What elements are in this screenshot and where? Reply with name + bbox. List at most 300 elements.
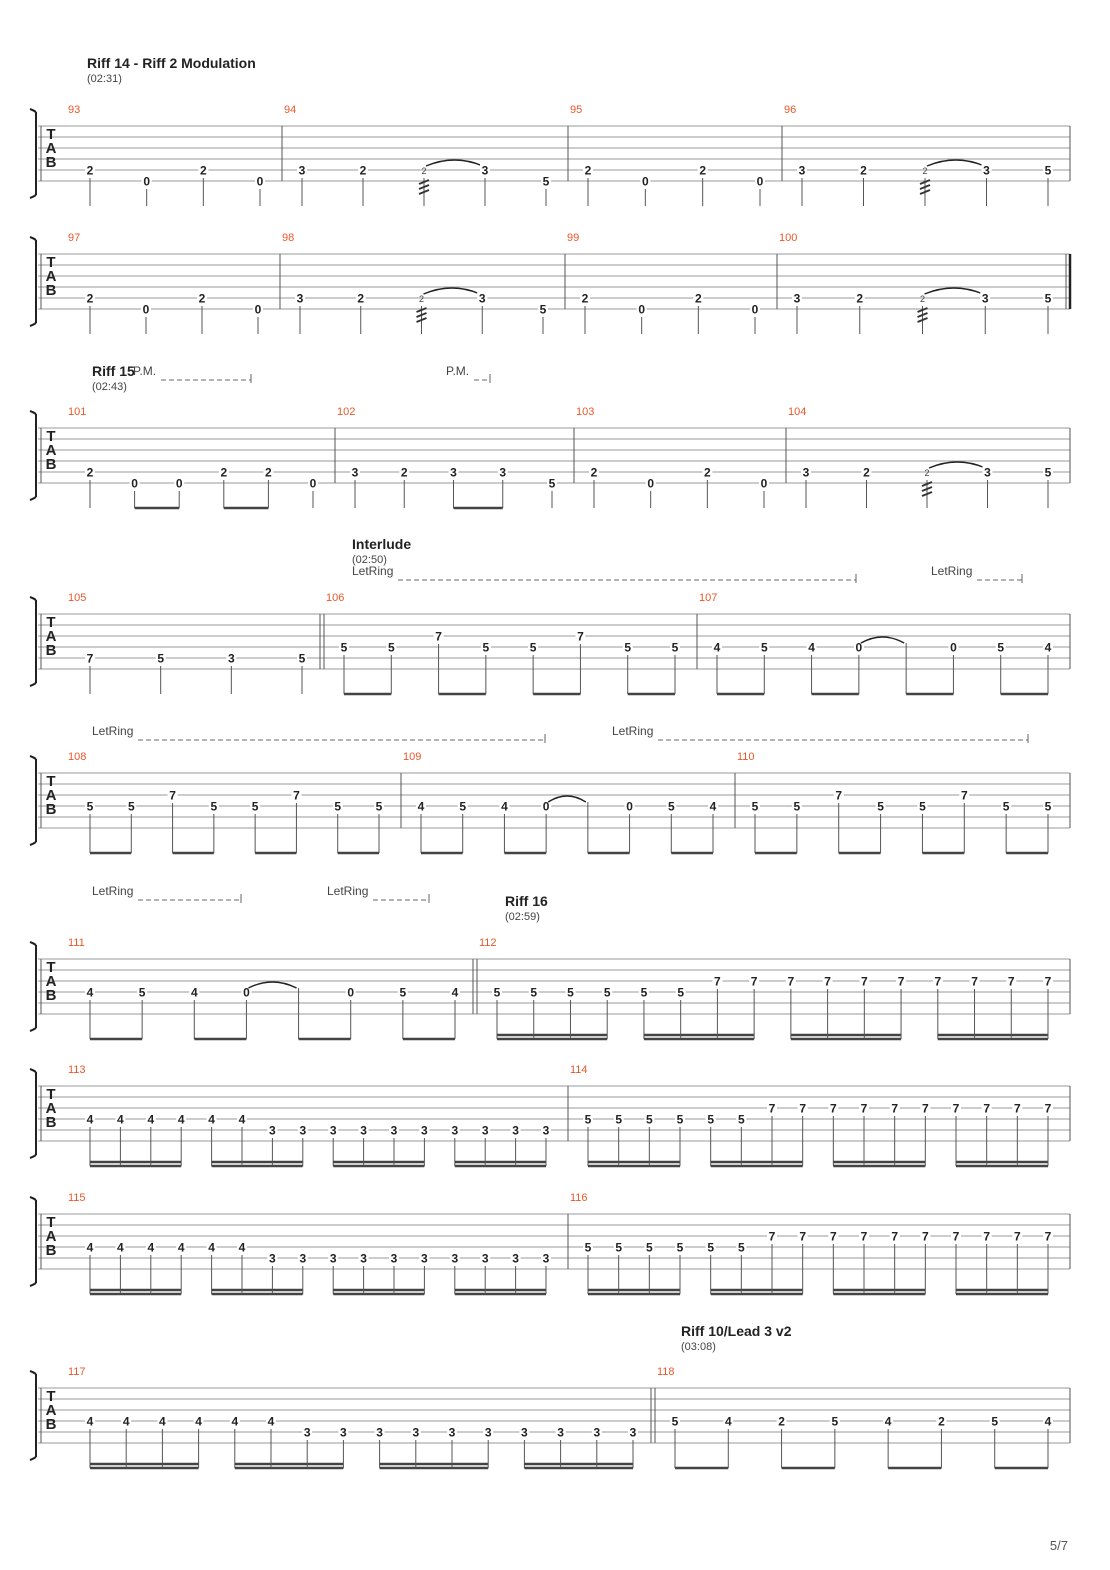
fret-number: 3: [499, 465, 507, 480]
tab-clef-letter: T: [46, 614, 56, 631]
tab-clef-letter: T: [46, 773, 56, 790]
fret-number: 5: [707, 1240, 715, 1255]
fret-number: 2: [220, 465, 228, 480]
fret-number: 3: [360, 1251, 367, 1266]
fret-number: 4: [501, 799, 508, 814]
fret-number: 3: [451, 1251, 459, 1266]
fret-number: 0: [254, 302, 262, 317]
fret-number: 5: [624, 640, 632, 655]
fret-number: 5: [667, 799, 675, 814]
fret-number: 4: [1044, 640, 1052, 655]
fret-number: 3: [542, 1251, 550, 1266]
fret-number: 0: [751, 302, 759, 317]
fret-number: 5: [760, 640, 768, 655]
section-title: Riff 15: [92, 363, 135, 379]
fret-number: 2: [357, 291, 365, 306]
fret-number: 7: [891, 1101, 899, 1116]
fret-number: 7: [829, 1101, 837, 1116]
measure-number: 96: [784, 104, 797, 116]
fret-number: 5: [831, 1414, 839, 1429]
fret-number: 2: [265, 465, 272, 480]
fret-number: 4: [147, 1240, 155, 1255]
fret-number: 5: [615, 1112, 623, 1127]
fret-number: 3: [296, 291, 304, 306]
tab-clef-letter: T: [46, 959, 56, 976]
tab-system: [30, 724, 1070, 853]
annotation-label: LetRing: [92, 884, 134, 898]
measure-number: 95: [570, 104, 583, 116]
fret-number: 5: [645, 1112, 653, 1127]
fret-number: 7: [799, 1229, 807, 1244]
tie-arc: [248, 982, 296, 988]
fret-number: 3: [521, 1425, 528, 1440]
fret-number: 2: [86, 163, 94, 178]
tab-system: [30, 884, 1070, 1039]
fret-number: 7: [921, 1229, 929, 1244]
measure-number: 114: [570, 1064, 588, 1076]
tab-system: [30, 55, 1070, 206]
tab-clef-letter: A: [45, 140, 57, 157]
fret-number: 0: [638, 302, 646, 317]
fret-number: 2: [778, 1414, 785, 1429]
measure-number: 116: [570, 1192, 588, 1204]
measure-number: 97: [68, 232, 81, 244]
fret-number: 2: [860, 163, 867, 178]
tie-arc: [861, 637, 904, 643]
fret-number: 5: [584, 1112, 592, 1127]
tab-clef-letter: A: [45, 973, 57, 990]
fret-number: 2: [938, 1414, 945, 1429]
fret-number: 7: [768, 1101, 776, 1116]
tab-clef-letter: A: [45, 1228, 57, 1245]
fret-number: 5: [251, 799, 259, 814]
measure-number: 113: [68, 1064, 86, 1076]
fret-number: 5: [399, 985, 407, 1000]
section-timestamp: (03:08): [681, 1341, 716, 1353]
fret-number: 4: [117, 1240, 124, 1255]
fret-number: 3: [484, 1425, 492, 1440]
fret-number: 4: [86, 1240, 94, 1255]
measure-number: 111: [68, 937, 85, 949]
annotation-label: P.M.: [133, 364, 157, 378]
fret-number: 5: [86, 799, 94, 814]
system-bracket: [30, 756, 36, 845]
measure-number: 117: [68, 1366, 86, 1378]
fret-number: 3: [629, 1425, 637, 1440]
fret-number: 4: [238, 1240, 246, 1255]
fret-number: 7: [1044, 1229, 1052, 1244]
tab-system: [30, 1323, 1070, 1468]
fret-number: 3: [412, 1425, 420, 1440]
measure-number: 112: [479, 937, 497, 949]
system-bracket: [30, 1371, 36, 1460]
fret-number: 0: [542, 799, 550, 814]
fret-number: 5: [539, 302, 547, 317]
fret-number: 2: [400, 465, 408, 480]
annotation-label: P.M.: [446, 364, 470, 378]
system-bracket: [30, 237, 36, 326]
fret-number: 4: [122, 1414, 130, 1429]
fret-number: 7: [293, 788, 300, 803]
annotation-label: LetRing: [612, 724, 654, 738]
tab-system: [30, 363, 1070, 508]
fret-number: 3: [512, 1251, 519, 1266]
section-title: Interlude: [352, 536, 412, 552]
fret-number: 7: [714, 974, 721, 989]
fret-number: 0: [243, 985, 250, 1000]
fret-number: 4: [159, 1414, 166, 1429]
fret-number: 3: [448, 1425, 456, 1440]
fret-number: 5: [997, 640, 1005, 655]
tab-clef-letter: B: [45, 456, 57, 473]
grace-note: 2: [421, 166, 427, 176]
fret-number: 3: [329, 1123, 337, 1138]
fret-number: 5: [671, 1414, 679, 1429]
fret-number: 0: [142, 302, 150, 317]
fret-number: 3: [298, 163, 306, 178]
fret-number: 3: [421, 1251, 428, 1266]
fret-number: 3: [376, 1425, 383, 1440]
fret-number: 4: [208, 1240, 215, 1255]
fret-number: 2: [863, 465, 870, 480]
tab-clef-letter: A: [45, 1100, 57, 1117]
fret-number: 5: [677, 985, 685, 1000]
section-timestamp: (02:50): [352, 554, 387, 566]
fret-number: 5: [877, 799, 884, 814]
fret-number: 3: [983, 163, 990, 178]
fret-number: 5: [138, 985, 146, 1000]
tab-clef-letter: B: [45, 154, 57, 171]
grace-note: 2: [922, 166, 928, 176]
fret-number: 5: [640, 985, 648, 1000]
measure-number: 102: [337, 406, 356, 418]
fret-number: 7: [952, 1229, 960, 1244]
fret-number: 5: [529, 640, 537, 655]
fret-number: 4: [808, 640, 815, 655]
fret-number: 5: [542, 174, 550, 189]
fret-number: 3: [593, 1425, 601, 1440]
fret-number: 5: [375, 799, 383, 814]
tab-clef-letter: B: [45, 987, 57, 1004]
fret-number: 3: [798, 163, 806, 178]
fret-number: 3: [478, 291, 486, 306]
fret-number: 5: [530, 985, 538, 1000]
tab-clef-letter: T: [46, 254, 56, 271]
fret-number: 0: [760, 476, 768, 491]
fret-number: 3: [557, 1425, 564, 1440]
section-timestamp: (02:59): [505, 911, 540, 923]
fret-number: 2: [590, 465, 598, 480]
fret-number: 7: [750, 974, 758, 989]
fret-number: 7: [787, 974, 795, 989]
fret-number: 7: [577, 629, 584, 644]
fret-number: 7: [1007, 974, 1015, 989]
measure-number: 109: [403, 751, 422, 763]
fret-number: 7: [824, 974, 831, 989]
fret-number: 7: [1013, 1229, 1021, 1244]
measure-number: 101: [68, 406, 87, 418]
fret-number: 4: [86, 1112, 94, 1127]
fret-number: 0: [756, 174, 764, 189]
tie-arc: [426, 160, 483, 166]
system-bracket: [30, 1069, 36, 1158]
fret-number: 5: [493, 985, 501, 1000]
fret-number: 0: [143, 174, 151, 189]
fret-number: 0: [626, 799, 633, 814]
grace-note: 2: [418, 294, 425, 304]
fret-number: 5: [340, 640, 348, 655]
tab-clef-letter: B: [45, 1242, 57, 1259]
tab-system: [30, 1192, 1070, 1294]
fret-number: 4: [190, 985, 198, 1000]
fret-number: 4: [884, 1414, 892, 1429]
fret-number: 4: [177, 1240, 185, 1255]
annotation-label: LetRing: [352, 564, 394, 578]
fret-number: 5: [671, 640, 679, 655]
fret-number: 5: [459, 799, 467, 814]
section-timestamp: (02:43): [92, 381, 127, 393]
fret-number: 5: [991, 1414, 999, 1429]
fret-number: 7: [983, 1101, 991, 1116]
fret-number: 3: [303, 1425, 311, 1440]
tie-arc: [424, 288, 481, 294]
fret-number: 0: [950, 640, 957, 655]
fret-number: 5: [751, 799, 759, 814]
tab-clef-letter: T: [46, 1214, 56, 1231]
fret-number: 3: [269, 1123, 276, 1138]
fret-number: 4: [208, 1112, 215, 1127]
fret-number: 3: [360, 1123, 367, 1138]
measure-number: 106: [326, 592, 345, 604]
fret-number: 7: [897, 974, 905, 989]
fret-number: 3: [329, 1251, 337, 1266]
system-bracket: [30, 411, 36, 500]
fret-number: 2: [359, 163, 367, 178]
fret-number: 7: [1013, 1101, 1021, 1116]
fret-number: 3: [793, 291, 801, 306]
fret-number: 5: [1044, 465, 1052, 480]
fret-number: 3: [269, 1251, 276, 1266]
measure-number: 110: [737, 751, 755, 763]
page-number: 5/7: [1049, 1538, 1068, 1553]
tie-arc: [925, 288, 984, 294]
fret-number: 7: [1044, 974, 1052, 989]
fret-number: 5: [737, 1240, 745, 1255]
fret-number: 2: [856, 291, 864, 306]
fret-number: 4: [86, 1414, 94, 1429]
tab-system: [30, 1064, 1070, 1166]
measure-number: 115: [68, 1192, 86, 1204]
tab-clef-letter: B: [45, 1416, 57, 1433]
fret-number: 2: [199, 163, 207, 178]
measure-number: 108: [68, 751, 87, 763]
fret-number: 2: [694, 291, 702, 306]
tab-clef-letter: B: [45, 282, 57, 299]
fret-number: 5: [603, 985, 611, 1000]
fret-number: 5: [737, 1112, 745, 1127]
fret-number: 4: [713, 640, 721, 655]
fret-number: 2: [581, 291, 589, 306]
annotation-label: LetRing: [92, 724, 134, 738]
fret-number: 0: [347, 985, 355, 1000]
fret-number: 5: [482, 640, 490, 655]
fret-number: 5: [298, 651, 306, 666]
fret-number: 7: [799, 1101, 807, 1116]
fret-number: 3: [299, 1251, 307, 1266]
fret-number: 3: [451, 1123, 459, 1138]
fret-number: 7: [1044, 1101, 1052, 1116]
fret-number: 3: [512, 1123, 519, 1138]
fret-number: 0: [256, 174, 264, 189]
fret-number: 5: [157, 651, 165, 666]
measure-number: 105: [68, 592, 87, 604]
fret-number: 3: [299, 1123, 307, 1138]
measure-number: 98: [282, 232, 295, 244]
tab-clef-letter: B: [45, 801, 57, 818]
tab-clef-letter: A: [45, 268, 57, 285]
annotation-label: LetRing: [327, 884, 369, 898]
annotation-label: LetRing: [931, 564, 973, 578]
fret-number: 5: [615, 1240, 623, 1255]
fret-number: 3: [481, 1251, 489, 1266]
measure-number: 94: [284, 104, 297, 116]
tab-clef-letter: A: [45, 787, 57, 804]
fret-number: 5: [793, 799, 801, 814]
fret-number: 3: [984, 465, 991, 480]
measure-number: 103: [576, 406, 595, 418]
fret-number: 7: [971, 974, 978, 989]
fret-number: 3: [340, 1425, 347, 1440]
tab-system: [30, 232, 1070, 334]
fret-number: 4: [451, 985, 459, 1000]
fret-number: 3: [542, 1123, 550, 1138]
fret-number: 7: [768, 1229, 776, 1244]
fret-number: 7: [960, 788, 968, 803]
fret-number: 0: [641, 174, 649, 189]
section-title: Riff 14 - Riff 2 Modulation: [87, 55, 256, 71]
fret-number: 5: [584, 1240, 592, 1255]
fret-number: 3: [981, 291, 989, 306]
fret-number: 0: [175, 476, 183, 491]
fret-number: 2: [86, 291, 94, 306]
tab-system: [30, 536, 1070, 694]
fret-number: 3: [421, 1123, 428, 1138]
fret-number: 5: [676, 1240, 684, 1255]
fret-number: 5: [127, 799, 135, 814]
section-timestamp: (02:31): [87, 73, 122, 85]
fret-number: 4: [117, 1112, 124, 1127]
fret-number: 3: [481, 163, 489, 178]
fret-number: 5: [1044, 799, 1052, 814]
fret-number: 5: [567, 985, 574, 1000]
grace-note: 2: [924, 468, 930, 478]
fret-number: 3: [390, 1251, 398, 1266]
fret-number: 7: [983, 1229, 991, 1244]
tab-clef-letter: A: [45, 442, 57, 459]
fret-number: 5: [1044, 291, 1052, 306]
fret-number: 0: [131, 476, 138, 491]
fret-number: 7: [169, 788, 176, 803]
fret-number: 3: [450, 465, 457, 480]
system-bracket: [30, 109, 36, 198]
measure-number: 100: [779, 232, 798, 244]
fret-number: 7: [952, 1101, 960, 1116]
fret-number: 7: [860, 974, 868, 989]
tie-arc: [927, 160, 985, 166]
section-title: Riff 16: [505, 893, 548, 909]
tab-clef-letter: T: [46, 126, 56, 143]
fret-number: 4: [709, 799, 717, 814]
measure-number: 107: [699, 592, 718, 604]
fret-number: 5: [387, 640, 395, 655]
fret-number: 7: [860, 1229, 868, 1244]
fret-number: 7: [835, 788, 843, 803]
fret-number: 4: [195, 1414, 202, 1429]
measure-number: 93: [68, 104, 81, 116]
fret-number: 4: [147, 1112, 155, 1127]
measure-number: 118: [657, 1366, 675, 1378]
tab-clef-letter: B: [45, 1114, 57, 1131]
fret-number: 3: [390, 1123, 398, 1138]
fret-number: 4: [267, 1414, 275, 1429]
fret-number: 5: [645, 1240, 653, 1255]
fret-number: 2: [699, 163, 707, 178]
system-bracket: [30, 1197, 36, 1286]
fret-number: 3: [227, 651, 235, 666]
tab-clef-letter: B: [45, 642, 57, 659]
tab-clef-letter: T: [46, 1388, 56, 1405]
fret-number: 4: [231, 1414, 239, 1429]
fret-number: 7: [86, 651, 94, 666]
fret-number: 4: [417, 799, 425, 814]
fret-number: 5: [1002, 799, 1010, 814]
measure-number: 104: [788, 406, 807, 418]
fret-number: 5: [707, 1112, 715, 1127]
measure-number: 99: [567, 232, 580, 244]
section-title: Riff 10/Lead 3 v2: [681, 1323, 792, 1339]
system-bracket: [30, 942, 36, 1031]
fret-number: 3: [802, 465, 810, 480]
tab-clef-letter: A: [45, 628, 57, 645]
fret-number: 0: [309, 476, 317, 491]
fret-number: 5: [676, 1112, 684, 1127]
fret-number: 5: [334, 799, 342, 814]
system-bracket: [30, 597, 36, 686]
fret-number: 7: [435, 629, 442, 644]
fret-number: 7: [829, 1229, 837, 1244]
fret-number: 7: [860, 1101, 868, 1116]
fret-number: 4: [724, 1414, 732, 1429]
tab-clef-letter: A: [45, 1402, 57, 1419]
fret-number: 7: [934, 974, 942, 989]
fret-number: 5: [210, 799, 218, 814]
tab-clef-letter: T: [46, 1086, 56, 1103]
fret-number: 5: [1044, 163, 1052, 178]
fret-number: 2: [584, 163, 592, 178]
fret-number: 2: [198, 291, 206, 306]
fret-number: 4: [238, 1112, 246, 1127]
fret-number: 5: [919, 799, 926, 814]
fret-number: 4: [1044, 1414, 1052, 1429]
fret-number: 2: [86, 465, 94, 480]
fret-number: 5: [548, 476, 556, 491]
fret-number: 3: [351, 465, 359, 480]
fret-number: 7: [891, 1229, 899, 1244]
fret-number: 0: [855, 640, 863, 655]
fret-number: 2: [703, 465, 711, 480]
fret-number: 4: [86, 985, 94, 1000]
grace-note: 2: [919, 294, 926, 304]
